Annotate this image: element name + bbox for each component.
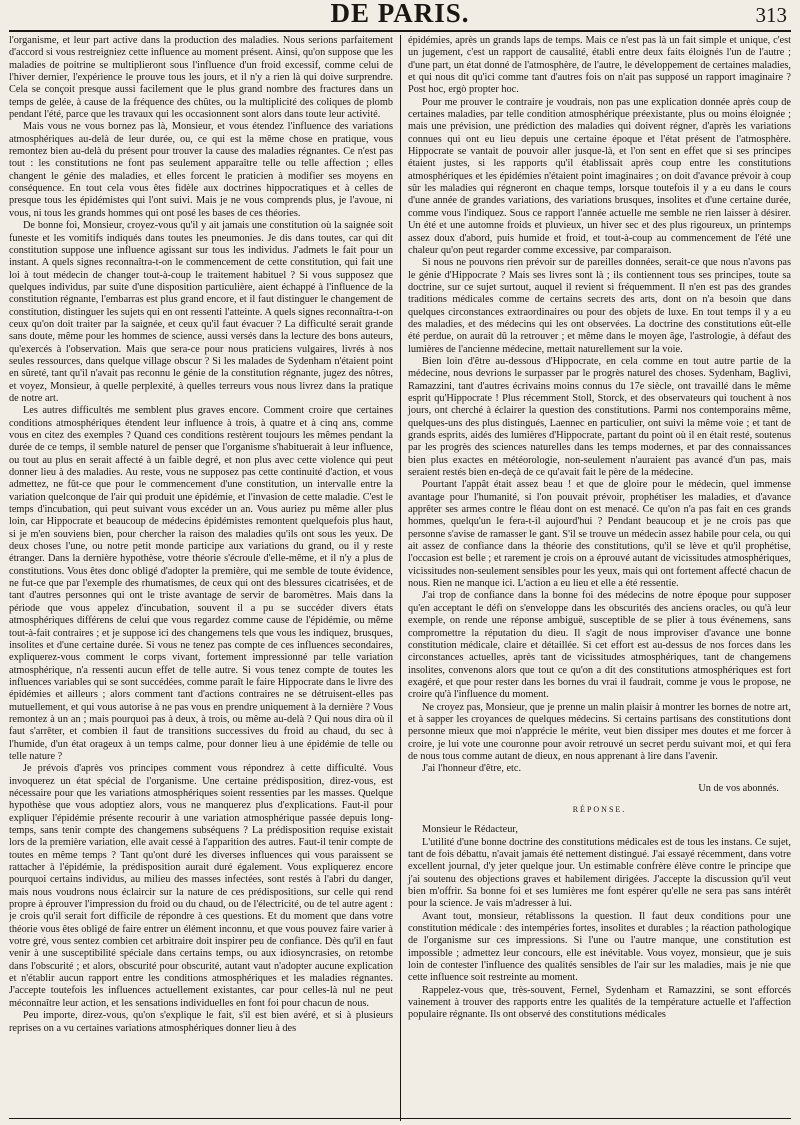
- paragraph: Avant tout, monsieur, rétablissons la question. Il faut deux conditions pour une constitution médicale : des intempéries fortes, insolites et durables ; la réaction pathologique de l'organisme sur ces impressions. Si l'une ou l'autre manque, une constitution est impossible ; admettez leur concours, elle est inévitable. Vous voyez, monsieur, que je suis loin de contester l'influence des qualités sensibles de l'air sur les maladies, mais je nie que cette influence soit restreinte au moment.: [408, 910, 791, 984]
- paragraph: Ne croyez pas, Monsieur, que je prenne un malin plaisir à montrer les bornes de notre art, et à sapper les croyances de quelques médecins. Si certains partisans des constitutions dont personne mieux que moi n'apprécie le mérite, veut bien dissiper mes doutes et me forcer à croire, je lui vote une couronne pour avoir retrouvé un secret perdu suivant moi, et qui fera de nous tous comme autant de dieux, en nous apprenant à lire dans l'avenir.: [408, 701, 791, 762]
- paragraph: Les autres difficultés me semblent plus graves encore. Comment croire que certaines conditions atmosphériques étendent leur influence à trois, à quatre et à cinq ans, comme vous en citez des exemples ? Quand ces conditions restèrent toujours les mêmes pendant la durée de ce temps, il semble naturel de penser que l'organisme s'habituerait à leur influence, ou tout au plus en serait affecté à un faible degré, et non plus avec cette violence qui peut donner lieu à des maladies. Au reste, vous ne supposez pas cette continuité d'action, et vous admettez, ne fût-ce que pour le commencement d'une constitution, un intervalle entre la variation quelconque de l'air qui produit une épidémie, et l'invasion de cette maladie. C'est le temps d'incubation, qui peut suivant vous excéder un an. Vous auriez pu même aller plus loin, car Hippocrate et beaucoup de médecins épidémistes remontent quelquefois plus haut, si je m'en souviens bien, pour chercher la raison des maladies qu'ils ont sous les yeux. De deux choses l'une, ou notre petit monde participe aux variations du grand, ou il y reste étranger. Dans la dernière hypothèse, votre théorie s'écroule d'elle-même, et il n'y a plus de constitutions. Vous êtes donc obligé d'adopter la première, qui me semble de toute évidence, ne fut-ce que par l'exemple des rhumatismes, de ceux qui ont des blessures cicatrisées, et de tant d'autres personnes qui ont le triste avantage de servir de baromètres. Mais dans la période que vous appelez d'incubation, souvent il a pu se succéder divers états atmosphériques différens de celui que vous regardez comme cause de l'épidémie, ou même tout-à-fait contraires ; et je suppose ici des changemens tels que vous les indiquez, brusques, insolites et d'une certaine durée. Si vous ne tenez pas compte de ces influences secondaires, expliquerez-vous comment le corps vivant, fortement impressionné par telle variation atmosphérique, n'a ressenti aucun effet de telle autre. Si vous tenez compte de toutes les influences variables qui se sont succédées, comme paraît le faire Hippocrate dans le livre des épidémies et ailleurs ; alors comment tant d'actions contraires ne se détruisent-elles pas mutuellement, et qui vous autorise à ne pas vous en prendre uniquement à la dernière ? Vous remontez à un an ; mais pourquoi pas à deux, à trois, ou même au-delà ? Qui nous dira où il faut s'arrêter, et combien il faut de transitions successives du froid au chaud, du sec à l'humide, d'un état orageux à un temps calme, pour donner lieu à une épidémie de telle ou telle nature ?: [9, 405, 393, 762]
- paragraph: L'utilité d'une bonne doctrine des constitutions médicales est de tous les instans. Ce sujet, tant de fois débattu, n'avait jamais été nettement distingué. J'ai essayé récemment, dans votre excellent journal, d'y jeter quelque jour. Un estimable confrère élève contre le principe que j'ai soutenu des objections graves et habilement dirigées. J'accepte la discussion qu'il veut bien m'offrir. Sa bonne foi et ses lumières me font espérer qu'elle ne sera pas sans intérêt pour la science. Je vais m'adresser à lui.: [408, 836, 791, 910]
- paragraph: J'ai trop de confiance dans la bonne foi des médecins de notre époque pour supposer qu'en acceptant le défi on s'enveloppe dans les obscurités des anciens oracles, ou qu'à leur exemple, on rende une réponse ambiguë, susceptible de se plier à tous événemens, sans compromettre la réputation du dieu. Il s'agit de nous improviser d'avance une bonne constitution médicale, claire et détaillée. Si cet effort est au-dessus de nos forces dans les circonstances actuelles, après tant de vicissitudes atmosphériques, tant de changemens insolites, convenons alors que tout ce qu'on a dit des constitutions atmosphériques est fort exagéré, et que pour rester dans les bornes du vrai il faudrait, comme je vous le propose, ne croire qu'à l'influence du moment.: [408, 590, 791, 701]
- letter-signature: Un de vos abonnés.: [698, 782, 779, 794]
- reply-heading: RÉPONSE.: [572, 804, 627, 814]
- left-column: [9, 35, 400, 1121]
- paragraph: Mais vous ne vous bornez pas là, Monsieur, et vous étendez l'influence des variations atmosphériques au-delà de leur durée, ou, ce qui est la même chose en pratique, vous remontez bien au-delà du présent pour trouver la cause des maladies régnantes. Ce n'est pas tout : les constitutions ne font pas seulement apparaître telle ou telle affection ; elles changent le génie des maladies, et elles forcent le praticien à modifier ses moyens en conséquence. En tout cela vous êtes fidèle aux doctrines hippocratiques et à celles de presque tous les épidémistes qui l'ont suivi. Mais je ne vous comprends plus, je l'avoue, ni vous, ni tous les grands hommes qui ont posé les bases de ces théories.: [9, 121, 393, 219]
- paragraph: Pourtant l'appât était assez beau ! et que de gloire pour le médecin, quel immense avantage pour l'humanité, si l'on pouvait prévoir, prophétiser les maladies, et d'avance apprêter ses armes contre le fléau dont on est menacé. Ce qu'on n'a pas fait en ces grands hommes, quelqu'un le fera-t-il aujourd'hui ? Pendant beaucoup et je ne crois pas que personne s'avise de ramasser le gant. S'il se trouve un médecin assez habile pour cela, ou qui ait assez de confiance dans la théorie des constitutions, qu'il se lève et qu'il prophétise, l'occasion est belle ; et rarement je crois on a éprouvé autant de vicissitudes atmosphériques, vicissitudes non-seulement sensibles pour les yeux, mais qui ont fortement affecté chacun de nous. Rien ne manque ici. L'action a eu lieu et elle a été ressentie.: [408, 479, 791, 590]
- paragraph: Bien loin d'être au-dessous d'Hippocrate, en cela comme en tout autre partie de la médecine, nous devrions le surpasser par le progrès naturel des choses. Sydenham, Baglivi, Ramazzini, tant d'autres écrivains moins connus du 17e siècle, ont travaillé dans le même esprit qu'Hippocrate ! Plus récemment Stoll, Storck, et des observateurs qui touchent à nos jours, ont cherché à éclairer la question des constitutions. Parmi nos contemporains même, quelques-uns des plus distingués, Laennec en particulier, ont suivi la même voie ; et tant de grands esprits, aidés des lumières d'Hippocrate, partant du point où il en était resté, soutenus par les progrès des sciences naturelles dans les temps modernes, et par des connaissances bien plus exactes en météorologie, non-seulement n'auraient pas avancé d'un pas, mais seraient restés bien en-deçà de ce qu'avait fait le père de la médecine.: [408, 355, 791, 479]
- paragraph: Si nous ne pouvons rien prévoir sur de pareilles données, serait-ce que nous n'avons pas le génie d'Hippocrate ? Mais ses livres sont là ; ils contiennent tous ses principes, toute sa doctrine, sur ce sujet surtout, auquel il revient si fréquemment. Il n'en est pas des grandes traditions médicales comme de certains secrets des arts, dont on n'a besoin que dans quelques circonstances extraordinaires ou pour des objets de luxe. En tout temps il y a eu des maladies, et des médecins qui les ont observées. La doctrine des constitutions eût-elle été perdue, on aurait dû la retrouver ; et même dans le moyen âge, l'astrologie, à défaut des lumières de l'ancienne médecine, mettait naturellement sur la voie.: [408, 257, 791, 355]
- page-header: [9, 0, 791, 32]
- paragraph: Peu importe, direz-vous, qu'on s'explique le fait, s'il est bien avéré, et si à plusieurs reprises on a vu certaines variations atmosphériques donner lieu à des: [9, 1010, 393, 1034]
- paragraph: Pour me prouver le contraire je voudrais, non pas une explication donnée après coup de certaines maladies, par telle condition atmosphérique préexistante, plus ou moins éloignée ; mais une prévision, une prédiction des maladies qui doivent régner, d'après les variations connues qui ont eu lieu depuis une certaine époque et l'état présent de l'atmosphère. Hippocrate se vantait de pouvoir aller jusque-là, et l'on sent en effet que si ses principes étaient justes, si les rapports qu'il établissait après coup entre les constitutions atmosphériques et les épidémies n'étaient point imaginaires ; on doit d'avance prévoir à coup sûr les maladies qui régneront en chaque temps, lorsque toutefois il y a eu dans le cours d'une année de grandes variations, des variations brusques, insolites et d'une certaine durée, comme vous l'indiquez. Sous ce rapport l'année actuelle me semble ne rien laisser à désirer. Un été et une automne froids et pluvieux, un hiver sec et des plus rigoureux, un printemps assez doux d'abord, puis humide et froid, et tout-à-coup au commencement de l'été une chaleur qu'on peut regarder comme excessive, par comparaison.: [408, 96, 791, 256]
- page-title: DE PARIS.: [330, 0, 470, 28]
- page-number: 313: [755, 3, 787, 27]
- paragraph: Je prévois d'après vos principes comment vous répondrez à cette difficulté. Vous invoquerez un état spécial de l'organisme. Une certaine prédisposition, direz-vous, est nécessaire pour que les variations atmosphériques soient ressenties par les masses. Quelque hypothèse que vous adoptiez alors, vous ne manquerez plus d'explications. Faut-il pour expliquer l'épidémie présente recourir à une variation atmosphérique passée depuis long-temps, sans tenir compte des changemens subséquens ? La prédisposition requise existait lors de la première variation, elle avait cessé à l'apparition des autres. Faut-il tenir compte de toutes en même temps ? Tant qu'ont duré les diverses influences qui vous paraissent se rattacher à l'épidémie, la prédisposition aurait duré également. Vous expliquerez encore pourquoi certains individus, au milieu des masses infectées, sont restés à l'abri du danger, mais nous voudrons nous éclaircir sur la nature de ces prédispositions, sur celle qui rend propre à éprouver l'impression du froid ou du chaud, ou de l'électricité, ou de tel autre agent : je crois qu'il serait fort difficile de répondre à ces questions. Et du moment que dans votre théorie vous êtes obligé de faire entrer un élément inconnu, et que vous pouvez faire varier à votre gré, vous sentez combien cet arbitraire doit inspirer peu de confiance. Dès qu'il en faut venir à une susceptibilité spéciale dans certains temps, ou aux idiosyncrasies, on retombe dans l'obscurité ; et alors, obscurité pour obscurité, autant vaut n'adopter aucune explication et n'établir aucun rapport entre les conditions atmosphériques et les maladies régnantes. J'accepte toutefois les influences actuellement existantes, car pour celles-là nul ne peut méconnaître leur action, et les sensations individuelles en font foi pour chacun de nous.: [9, 763, 393, 1009]
- paragraph: épidémies, après un grands laps de temps. Mais ce n'est pas là un fait simple et unique, c'est un jugement, c'est un rapport de causalité, établi entre deux faits éloignés l'un de l'autre ; d'une part, un état donné de l'atmosphère, de l'autre, le développement de certaines maladies, et qui nous dit qu'ici comme tant d'autres fois on n'ait pas supposé un rapport imaginaire ? Post hoc, ergò propter hoc.: [408, 35, 791, 96]
- text-columns: [9, 35, 791, 1121]
- paragraph: De bonne foi, Monsieur, croyez-vous qu'il y ait jamais une constitution où la saignée soit funeste et les vomitifs indiqués dans toutes les pneumonies. Je dis dans toutes, car qui dit constitution suppose une influence agissant sur tous les individus. J'admets le fait pour un instant. A quels signes reconnaîtra-t-on le commencement de cette constitution, qui fait une loi à tout médecin de changer tout-à-coup le traitement habituel ? Si vous supposez que quelques individus, par suite d'une disposition particulière, aient échappé à l'influence de la constitution régnante, l'embarras est plus grand encore, et il faut distinguer le changement de constitution, distinguer les sujets qui en ont ressenti l'atteinte. A quels signes reconnaîtra-t-on ceux qu'on doit traiter par la saignée, et ceux qu'il faut évacuer ? La difficulté serait grande sans doute, même pour les hommes de science, aussi versés dans la lecture des bons auteurs, qu'exercés à l'observation. Mais que sera-ce pour nous praticiens vulgaires, livrés à nos seules ressources, dans quelque village obscur ? Si les malades de Sydenham n'étaient point en sûreté, tant qu'il n'avait pas reconnu le génie de la constitution régnante, jugez des nôtres, et voyez, Monsieur, à quelle perplexité, à quelles terreurs vous nous livrez dans la pratique de notre art.: [9, 220, 393, 404]
- bottom-rule: [9, 1118, 791, 1119]
- paragraph: J'ai l'honneur d'être, etc.: [422, 763, 522, 775]
- paragraph: l'organisme, et leur part active dans la production des maladies. Nous serions parfaitement d'accord si vous restreigniez cette influence au moment présent. Ainsi, qu'on suppose que les maladies de poitrine se multiplieront sous l'influence d'un froid excessif, comme celui de l'hiver dernier, l'expérience le prouve tous les jours, et il n'y a rien là qui doive surprendre. Cela se conçoit presque aussi facilement que le plus grand nombre des fractures dans un temps de gelée, à cause de la fréquence des chûtes, ou la multiplicité des coliques de plomb pendant l'été, parce que les travaux qui les occasionnent sont alors dans toute leur activité.: [9, 35, 393, 121]
- right-column: [400, 35, 791, 1121]
- paragraph: Rappelez-vous que, très-souvent, Fernel, Sydenham et Ramazzini, se sont efforcés vainement à trouver des rapports entre les qualités de la température actuelle et l'affection populaire régnante. Ils ont observé des constitutions médicales: [408, 984, 791, 1021]
- salutation: Monsieur le Rédacteur,: [422, 824, 518, 836]
